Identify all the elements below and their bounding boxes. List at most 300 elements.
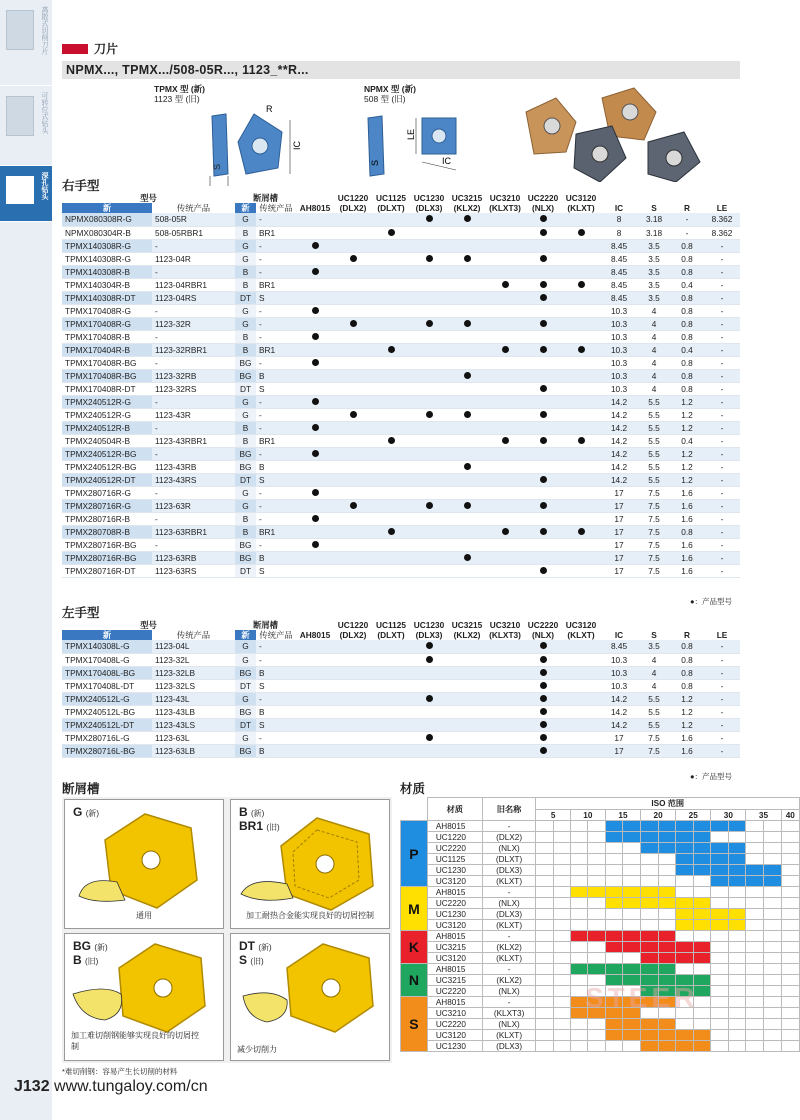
availability-dot — [464, 502, 471, 509]
iso-range-cell — [781, 1008, 799, 1019]
dim-s: 7.5 — [638, 525, 670, 538]
iso-range-cell — [605, 821, 623, 832]
iso-range-cell — [658, 821, 676, 832]
iso-range-cell — [658, 898, 676, 909]
table-row — [62, 447, 740, 460]
grade-cell — [486, 564, 524, 577]
grade-cell — [562, 564, 600, 577]
material-row — [401, 898, 800, 909]
iso-range-cell — [711, 1030, 729, 1041]
iso-range-cell — [746, 832, 764, 843]
grade-cell — [334, 408, 372, 421]
iso-range-cell — [711, 1019, 729, 1030]
iso-range-cell — [605, 920, 623, 931]
grade-cell — [334, 679, 372, 692]
header-cb-new: 新 — [235, 630, 256, 640]
grade-cell — [524, 356, 562, 369]
dim-le: - — [704, 291, 740, 304]
grade-old-name: (NLX) — [482, 986, 536, 997]
grade-cell — [296, 538, 334, 551]
iso-range-cell — [781, 909, 799, 920]
iso-range-cell — [658, 1041, 676, 1052]
chipbreaker-old: - — [259, 409, 262, 420]
iso-range-cell — [553, 1008, 570, 1019]
iso-range-cell — [781, 821, 799, 832]
grade-name: AH8015 — [427, 887, 482, 898]
iso-range-cell — [728, 1008, 746, 1019]
iso-letter: N — [408, 972, 419, 988]
iso-range-cell — [693, 843, 711, 854]
chipbreaker-old: B — [259, 461, 265, 472]
grade-name: UC3120 — [427, 953, 482, 964]
iso-range-cell — [676, 931, 694, 942]
grade-cell — [486, 330, 524, 343]
grade-cell — [372, 213, 410, 226]
footer-url[interactable]: www.tungaloy.com/cn — [54, 1078, 208, 1095]
iso-range-cell — [623, 931, 641, 942]
dim-s: 3.5 — [638, 291, 670, 304]
availability-dot — [540, 747, 547, 754]
availability-dot — [312, 424, 319, 431]
dim-s: 7.5 — [648, 732, 660, 743]
dim-le: - — [720, 357, 724, 368]
grade-cell — [562, 640, 600, 653]
iso-range-cell — [693, 832, 711, 843]
iso-range-cell — [658, 964, 676, 975]
iso-range-cell — [536, 975, 553, 986]
iso-range-cell — [553, 887, 570, 898]
grade-cell — [296, 408, 334, 421]
availability-dot — [312, 268, 319, 275]
availability-dot — [312, 359, 319, 366]
iso-range-cell — [536, 854, 553, 865]
grade-cell — [562, 538, 600, 551]
grade-cell — [562, 343, 600, 356]
iso-range-cell — [693, 964, 711, 975]
availability-dot — [464, 463, 471, 470]
dim-ic: 14.2 — [600, 421, 638, 434]
iso-range-cell — [623, 920, 641, 931]
grade-cell — [524, 731, 562, 744]
model-new: TPMX280716R-B — [65, 513, 131, 524]
header-grade-4: UC3215 (KLX2) — [451, 620, 483, 640]
header-chipbreaker: 断屑槽 — [253, 193, 278, 203]
iso-range-cell — [536, 821, 553, 832]
chipbreaker-old: B — [256, 551, 296, 564]
availability-dot — [540, 437, 547, 444]
iso-range-cell — [553, 920, 570, 931]
header-cb-new: 新 — [235, 203, 256, 213]
header-dim-s: S — [651, 630, 657, 640]
grade-cell — [296, 486, 334, 499]
iso-range-cell — [588, 865, 606, 876]
grade-cell — [524, 395, 562, 408]
grade-cell — [448, 525, 486, 538]
model-new: TPMX280716R-G — [62, 499, 152, 512]
grade-cell — [524, 317, 562, 330]
iso-range-cell — [536, 832, 553, 843]
iso-range-cell — [623, 843, 641, 854]
grade-cell — [372, 408, 410, 421]
chipbreaker-new: B — [235, 525, 256, 538]
grade-cell — [486, 278, 524, 291]
grade-name: AH8015 — [427, 964, 482, 975]
grade-old-name: (KLXT) — [482, 1030, 536, 1041]
iso-range-cell — [728, 832, 746, 843]
iso-range-cell — [781, 1030, 799, 1041]
dim-ic: 10.3 — [600, 317, 638, 330]
sidebar-tab-2[interactable] — [0, 86, 52, 166]
dim-ic: 17 — [614, 565, 624, 576]
dim-le: - — [720, 680, 724, 691]
model-old: 1123-32LB — [152, 666, 235, 679]
header-new: 新 — [62, 203, 152, 213]
legend-note: ●：产品型号 — [690, 772, 733, 781]
dim-ic: 10.3 — [600, 666, 638, 679]
grade-cell — [334, 499, 372, 512]
availability-dot — [540, 669, 547, 676]
dim-le: - — [720, 706, 724, 717]
grade-cell — [372, 460, 410, 473]
grade-cell — [486, 499, 524, 512]
dim-s: 5.5 — [638, 421, 670, 434]
dim-r: 1.2 — [670, 395, 704, 408]
dim-ic: 14.2 — [600, 395, 638, 408]
chipbreaker-new: G — [235, 213, 256, 226]
grade-cell — [372, 317, 410, 330]
material-row — [401, 876, 800, 887]
grade-cell — [486, 460, 524, 473]
header-grade-0: AH8015 — [299, 630, 331, 640]
dim-r: 1.2 — [681, 706, 693, 717]
iso-range-cell — [693, 909, 711, 920]
grade-cell — [562, 252, 600, 265]
dim-s: 3.18 — [638, 213, 670, 226]
iso-range-cell — [536, 843, 553, 854]
grade-cell — [562, 512, 600, 525]
iso-range-cell — [536, 942, 553, 953]
iso-range-cell — [570, 865, 588, 876]
table-row — [62, 382, 740, 395]
grade-cell — [296, 278, 334, 291]
model-old: 1123-32RB — [152, 369, 235, 382]
grade-cell — [410, 434, 448, 447]
grade-cell — [372, 692, 410, 705]
chipbreaker-old: - — [256, 317, 296, 330]
iso-range-cell — [676, 865, 694, 876]
dim-le: - — [720, 654, 724, 665]
grade-cell — [448, 395, 486, 408]
table-row — [62, 252, 740, 265]
header-old: 传统产品 — [176, 630, 211, 640]
iso-range-cell — [763, 865, 781, 876]
iso-range-cell — [641, 843, 659, 854]
grade-cell — [410, 679, 448, 692]
model-old: 1123-32RBR1 — [152, 343, 235, 356]
model-new: TPMX140308R-G — [62, 239, 152, 252]
chipbreaker-old: B — [256, 369, 296, 382]
grade-cell — [372, 718, 410, 731]
grade-cell — [524, 382, 562, 395]
grade-cell — [486, 395, 524, 408]
grade-cell — [410, 408, 448, 421]
grade-cell — [524, 291, 562, 304]
availability-dot — [540, 734, 547, 741]
availability-dot — [312, 333, 319, 340]
table-row — [62, 551, 740, 564]
dim-s: 5.5 — [638, 395, 670, 408]
iso-range-cell — [623, 876, 641, 887]
iso-range-cell — [781, 953, 799, 964]
chipbreaker-old: B — [256, 744, 296, 757]
grade-old-name: (DLX3) — [482, 865, 536, 876]
iso-range-cell — [746, 931, 764, 942]
grade-cell — [562, 395, 600, 408]
model-new: TPMX140308R-G — [65, 253, 131, 264]
chipbreaker-old: - — [259, 331, 262, 342]
table-row — [62, 317, 740, 330]
grade-cell — [524, 551, 562, 564]
dim-ic: 10.3 — [610, 357, 628, 368]
grade-old-name: (NLX) — [482, 843, 536, 854]
iso-range-cell — [763, 964, 781, 975]
iso-range-cell — [711, 1041, 729, 1052]
grade-cell — [562, 278, 600, 291]
chipbreaker-old: - — [259, 487, 262, 498]
iso-range-cell — [658, 942, 676, 953]
npmx-type-old: 508 型 (旧) — [364, 94, 406, 104]
dim-s: 5.5 — [638, 718, 670, 731]
iso-range-cell — [623, 832, 641, 843]
grade-cell — [410, 317, 448, 330]
table-row — [62, 460, 740, 473]
dim-s: 7.5 — [648, 513, 660, 524]
dim-s: 3.5 — [638, 640, 670, 653]
model-new: TPMX280716R-G — [65, 487, 131, 498]
grade-cell — [334, 692, 372, 705]
material-row — [401, 964, 800, 975]
dim-ic: 8.45 — [600, 291, 638, 304]
sidebar-tab-3-image — [6, 176, 34, 204]
chipbreaker-old: S — [256, 291, 296, 304]
availability-dot — [426, 255, 433, 262]
iso-range-cell — [728, 854, 746, 865]
availability-dot — [464, 411, 471, 418]
dim-r: 0.8 — [670, 640, 704, 653]
chipbreaker-new: B — [235, 265, 256, 278]
grade-cell — [486, 343, 524, 356]
chipbreaker-old: - — [259, 305, 262, 316]
iso-range-cell — [536, 986, 553, 997]
chipbreaker-old: B — [256, 666, 296, 679]
material-row — [401, 887, 800, 898]
iso-range-cell — [676, 876, 694, 887]
dim-le: - — [704, 525, 740, 538]
grade-old-name: (DLX3) — [482, 909, 536, 920]
grade-cell — [486, 239, 524, 252]
dim-le: - — [720, 279, 724, 290]
chipbreaker-new: G — [235, 304, 256, 317]
availability-dot — [540, 215, 547, 222]
dim-s: 5.5 — [648, 435, 660, 446]
model-old: 1123-63RB — [152, 551, 235, 564]
iso-range-cell — [605, 832, 623, 843]
grade-cell — [296, 679, 334, 692]
grade-cell — [296, 369, 334, 382]
grade-cell — [334, 551, 372, 564]
model-old: 1123-63R — [152, 499, 235, 512]
grade-cell — [448, 369, 486, 382]
iso-range-cell — [781, 843, 799, 854]
table-row — [62, 718, 740, 731]
iso-range-cell — [570, 843, 588, 854]
dim-s: 4 — [638, 666, 670, 679]
header-dim-le: LE — [716, 630, 728, 640]
iso-tick: 20 — [641, 810, 676, 821]
grade-old-name: (KLXT) — [482, 876, 536, 887]
sidebar-tab-3[interactable] — [0, 166, 52, 222]
dim-le: - — [720, 565, 724, 576]
dim-r: 0.8 — [670, 239, 704, 252]
cb-dt-desc: 减少切削力 — [237, 1045, 277, 1054]
grade-cell — [562, 317, 600, 330]
grade-cell — [524, 239, 562, 252]
sidebar-tab-label: 可转位式钻头 — [41, 92, 48, 134]
dim-ic: 8.45 — [610, 279, 628, 290]
iso-range-cell — [711, 953, 729, 964]
footer — [14, 1078, 208, 1096]
grade-name: UC1230 — [427, 865, 482, 876]
model-old: 1123-43L — [152, 692, 235, 705]
grade-cell — [334, 460, 372, 473]
table-row — [62, 369, 740, 382]
iso-range-cell — [536, 1030, 553, 1041]
availability-dot — [388, 229, 395, 236]
material-row — [401, 1041, 800, 1052]
dim-ic: 8 — [600, 213, 638, 226]
grade-cell — [562, 653, 600, 666]
model-new: TPMX140304R-B — [65, 279, 131, 290]
model-old: 1123-04RS — [152, 291, 235, 304]
header-grade-5: UC3210 (KLXT3) — [489, 193, 521, 213]
grade-old-name: - — [482, 931, 536, 942]
grade-cell — [296, 512, 334, 525]
iso-range-cell — [711, 931, 729, 942]
dim-ic: 17 — [614, 539, 624, 550]
grade-cell — [410, 356, 448, 369]
iso-range-cell — [570, 876, 588, 887]
grade-cell — [486, 512, 524, 525]
grade-cell — [448, 731, 486, 744]
grade-name: UC3215 — [427, 975, 482, 986]
iso-range-cell — [623, 953, 641, 964]
dim-ic: 10.3 — [610, 383, 628, 394]
iso-range-cell — [641, 931, 659, 942]
header-grade-1: UC1220 (DLX2) — [337, 193, 369, 213]
iso-range-cell — [553, 821, 570, 832]
grade-cell — [524, 718, 562, 731]
grade-cell — [486, 356, 524, 369]
grade-cell — [410, 343, 448, 356]
dim-le: - — [720, 732, 724, 743]
grade-cell — [524, 512, 562, 525]
iso-range-cell — [605, 887, 623, 898]
chipbreaker-old: - — [259, 654, 262, 665]
dim-r: 0.8 — [681, 357, 693, 368]
dim-s: 4 — [638, 317, 670, 330]
model-old: - — [155, 305, 158, 316]
grade-cell — [448, 421, 486, 434]
grade-cell — [334, 705, 372, 718]
iso-range-cell — [641, 821, 659, 832]
grade-cell — [524, 499, 562, 512]
iso-range-cell — [711, 975, 729, 986]
iso-range-cell — [658, 832, 676, 843]
grade-cell — [410, 395, 448, 408]
availability-dot — [578, 437, 585, 444]
header-new: 新 — [62, 630, 152, 640]
dim-ic: 14.2 — [610, 409, 628, 420]
model-old: 1123-32LS — [155, 680, 195, 691]
iso-range-cell — [693, 821, 711, 832]
iso-tick: 10 — [570, 810, 605, 821]
chipbreaker-new: DT — [235, 291, 256, 304]
sidebar-tab-1[interactable] — [0, 0, 52, 86]
chipbreaker-new: G — [235, 486, 256, 499]
grade-cell — [296, 434, 334, 447]
grade-cell — [372, 369, 410, 382]
grade-cell — [562, 666, 600, 679]
grade-cell — [524, 525, 562, 538]
iso-range-cell — [728, 876, 746, 887]
grade-cell — [486, 369, 524, 382]
iso-range-cell — [746, 964, 764, 975]
header-grade-0: AH8015 — [299, 203, 331, 213]
table-row — [62, 744, 740, 757]
grade-cell — [448, 252, 486, 265]
dim-le: - — [704, 499, 740, 512]
dim-le: - — [720, 253, 724, 264]
iso-letter: K — [408, 939, 419, 955]
grade-cell — [524, 252, 562, 265]
iso-range-cell — [746, 887, 764, 898]
header-grade-7: UC3120 (KLXT) — [565, 620, 597, 640]
dim-r: 0.8 — [670, 369, 704, 382]
dim-le: - — [720, 461, 724, 472]
chipbreaker-old: S — [256, 473, 296, 486]
iso-range-cell — [553, 909, 570, 920]
table-row — [62, 213, 740, 226]
iso-range-cell — [641, 964, 659, 975]
model-old: 508-05R — [152, 213, 235, 226]
dim-ic: 14.2 — [610, 706, 628, 717]
dim-s: 5.5 — [638, 473, 670, 486]
iso-range-cell — [693, 920, 711, 931]
dim-r: 1.6 — [681, 732, 693, 743]
grade-name: UC2220 — [427, 1019, 482, 1030]
grade-cell — [372, 356, 410, 369]
grade-cell — [524, 408, 562, 421]
grade-old-name: - — [482, 964, 536, 975]
dim-le: - — [704, 421, 740, 434]
cb-dt-drawing — [231, 934, 391, 1062]
grade-cell — [334, 304, 372, 317]
header-dim-s: S — [651, 203, 657, 213]
iso-range-cell — [728, 887, 746, 898]
iso-range-cell — [641, 920, 659, 931]
iso-range-cell — [781, 986, 799, 997]
header-old: 传统产品 — [176, 203, 211, 213]
